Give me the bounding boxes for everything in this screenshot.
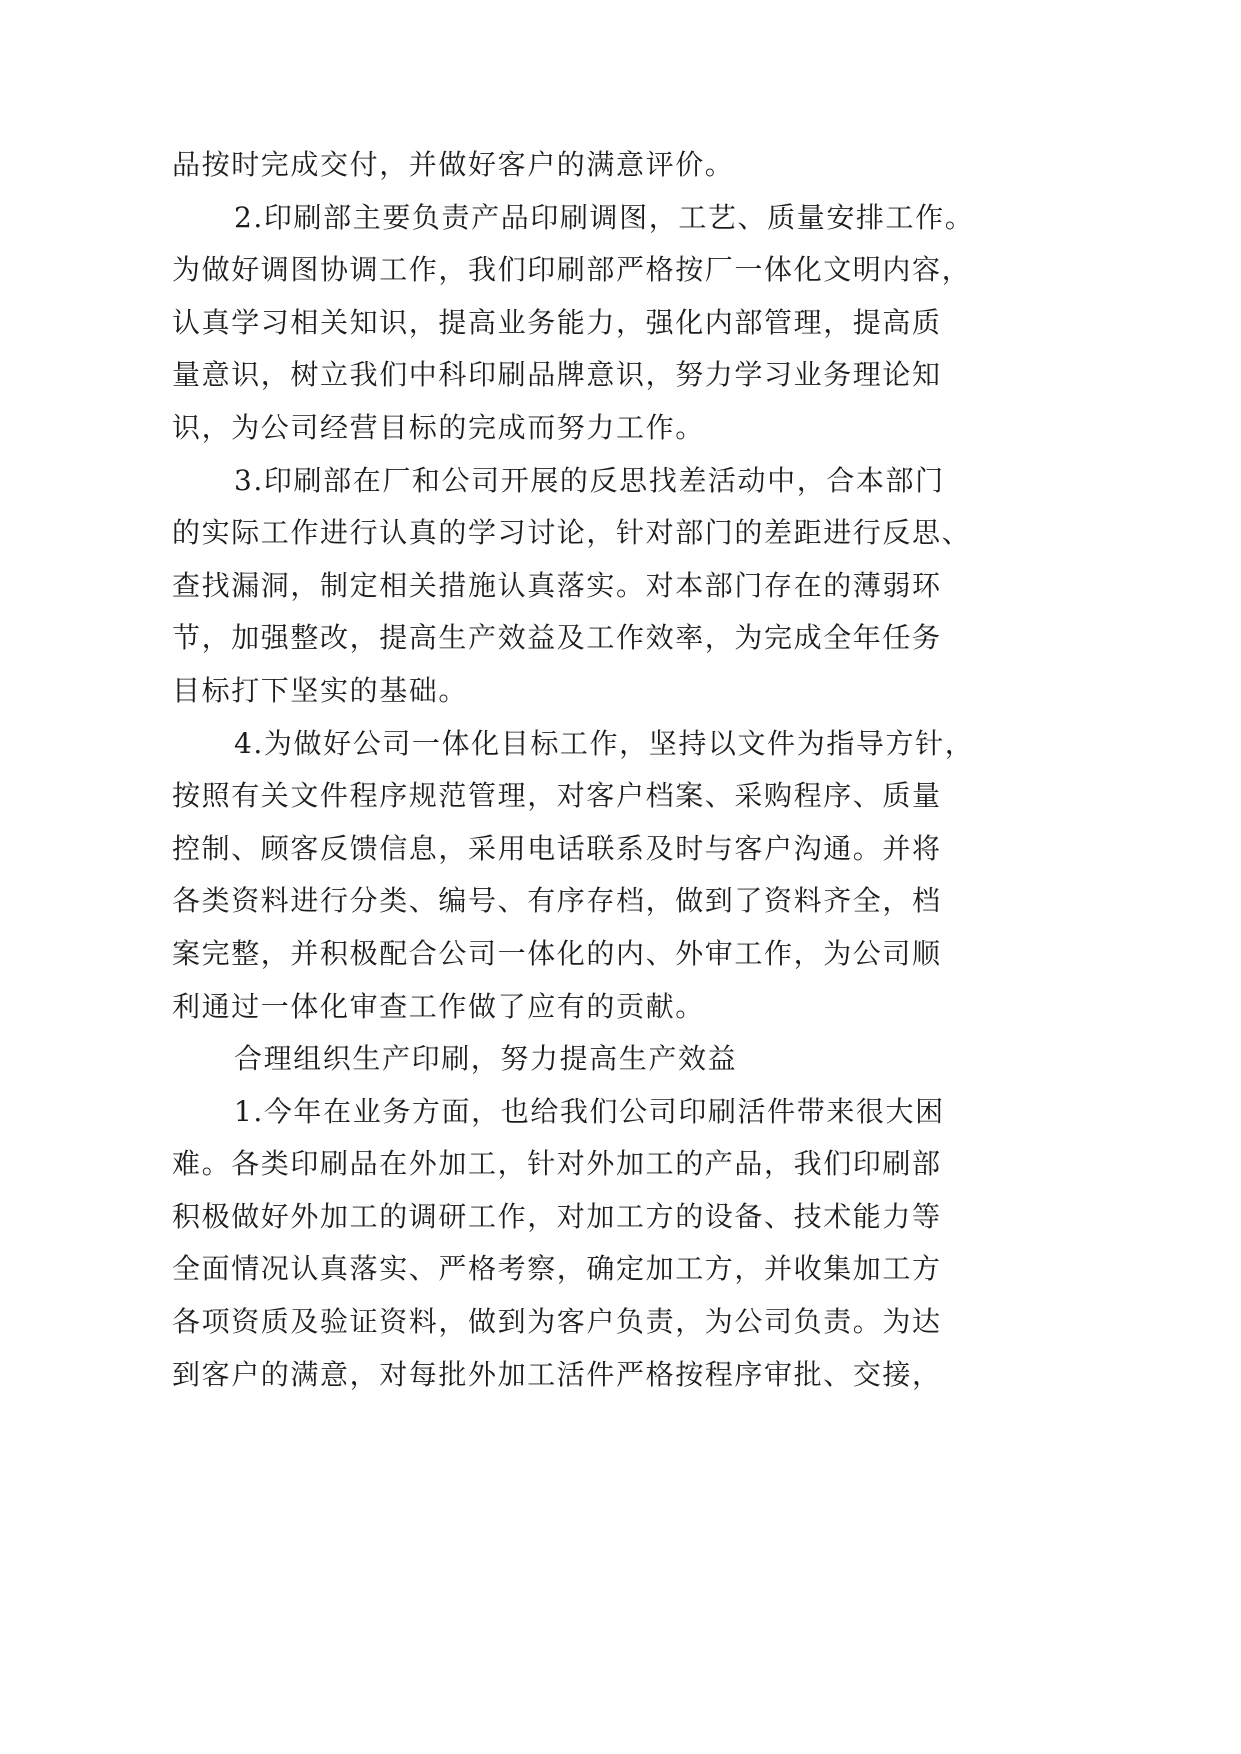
text-line: 难。各类印刷品在外加工，针对外加工的产品，我们印刷部 (172, 1147, 942, 1181)
section-heading (172, 1033, 974, 1086)
text-line: 目标打下坚实的基础。 (172, 673, 469, 707)
heading-line: 合理组织生产印刷，努力提高生产效益 (234, 1042, 738, 1076)
text-line: 识，为公司经营目标的完成而努力工作。 (172, 410, 705, 444)
text-line: 各类资料进行分类、编号、有序存档，做到了资料齐全，档 (172, 884, 942, 918)
paragraph (172, 192, 974, 455)
paragraph (172, 1086, 974, 1402)
text-line: 4.为做好公司一体化目标工作，坚持以文件为指导方针， (234, 726, 975, 760)
text-line: 品按时完成交付，并做好客户的满意评价。 (172, 148, 735, 181)
text-line: 案完整，并积极配合公司一体化的内、外审工作，为公司顺 (172, 936, 942, 970)
text-line: 查找漏洞，制定相关措施认真落实。对本部门存在的薄弱环 (172, 568, 942, 602)
text-line: 积极做好外加工的调研工作，对加工方的设备、技术能力等 (172, 1199, 942, 1233)
text-line: 认真学习相关知识，提高业务能力，强化内部管理，提高质 (172, 305, 942, 339)
text-line: 2.印刷部主要负责产品印刷调图，工艺、质量安排工作。 (234, 200, 975, 234)
text-line: 3.印刷部在厂和公司开展的反思找差活动中，合本部门 (234, 463, 945, 497)
text-line: 的实际工作进行认真的学习讨论，针对部门的差距进行反思、 (172, 516, 972, 550)
text-line: 1.今年在业务方面，也给我们公司印刷活件带来很大困 (234, 1094, 945, 1128)
paragraph (172, 718, 974, 1034)
text-line: 节，加强整改，提高生产效益及工作效率，为完成全年任务 (172, 621, 942, 655)
document-body (172, 139, 974, 1401)
text-line: 为做好调图协调工作，我们印刷部严格按厂一体化文明内容， (172, 253, 972, 287)
text-line: 到客户的满意，对每批外加工活件严格按程序审批、交接， (172, 1357, 942, 1391)
text-line: 全面情况认真落实、严格考察，确定加工方，并收集加工方 (172, 1252, 942, 1286)
text-line: 按照有关文件程序规范管理，对客户档案、采购程序、质量 (172, 779, 942, 813)
paragraph (172, 139, 974, 192)
text-line: 利通过一体化审查工作做了应有的贡献。 (172, 989, 705, 1023)
text-line: 量意识，树立我们中科印刷品牌意识，努力学习业务理论知 (172, 358, 942, 392)
text-line: 控制、顾客反馈信息，采用电话联系及时与客户沟通。并将 (172, 831, 942, 865)
paragraph (172, 455, 974, 718)
text-line: 各项资质及验证资料，做到为客户负责，为公司负责。为达 (172, 1305, 942, 1339)
